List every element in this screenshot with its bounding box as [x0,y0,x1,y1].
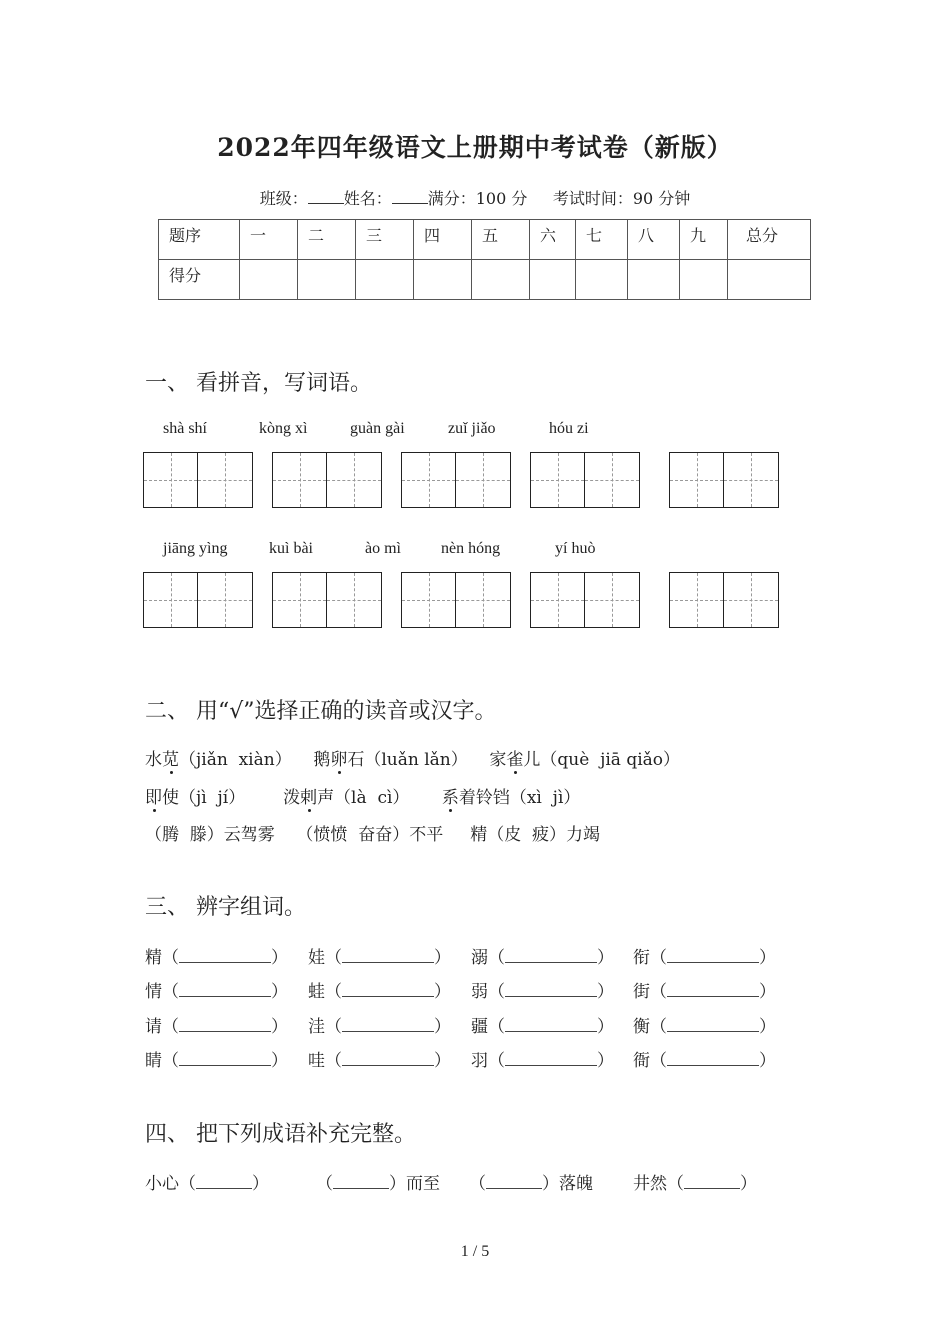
choice[interactable]: 声（là cì） [317,788,410,808]
table-cell: 六 [530,220,576,260]
word-blank[interactable]: 蛙（ ） [308,982,451,1002]
score-cell[interactable] [472,260,530,300]
word-blank[interactable]: 衔（ ） [633,948,776,968]
pinyin-label: kuì bài [269,540,313,557]
score-cell[interactable] [728,260,811,300]
table-cell: 八 [628,220,680,260]
exam-time: 考试时间：90 分钟 [552,189,691,208]
table-cell: 四 [414,220,472,260]
writing-grid[interactable] [669,572,779,628]
score-cell[interactable] [356,260,414,300]
writing-grid[interactable] [669,452,779,508]
choice[interactable]: 石（luǎn lǎn） [347,750,468,770]
table-cell: 五 [472,220,530,260]
dotted-char: 系 [442,783,459,808]
word-blank[interactable]: 街（ ） [633,982,776,1002]
dotted-char: 雀 [506,745,523,770]
word-blank[interactable]: 情（ ） [145,982,288,1002]
dotted-char: 苋 [162,745,179,770]
idiom-blank[interactable]: （ ）落魄 [469,1174,593,1194]
choice[interactable]: （jiǎn xiàn） [179,750,292,770]
page-title: 2022年四年级语文上册期中考试卷（新版） [217,133,733,162]
name-label: 姓名： [343,189,392,208]
word-blank[interactable]: 衙（ ） [633,1051,776,1071]
word-blank[interactable]: 弱（ ） [471,982,614,1002]
writing-grid[interactable] [401,452,511,508]
full-score: 满分：100 分 [427,189,528,208]
pinyin-label: kòng xì [259,420,308,437]
score-table-header-row [159,220,811,260]
pinyin-label: hóu zi [549,420,589,437]
dotted-char: 剌 [300,783,317,808]
text: 泼 [283,788,301,808]
writing-grid[interactable] [143,452,253,508]
choice[interactable]: 着铃铛（xì jì） [458,788,581,808]
word-blank[interactable]: 请（ ） [145,1017,288,1037]
word-blank[interactable]: 精（ ） [145,948,288,968]
pinyin-label: ào mì [365,540,401,557]
score-cell[interactable] [298,260,356,300]
table-cell: 三 [356,220,414,260]
score-cell[interactable] [680,260,728,300]
word-blank[interactable]: 羽（ ） [471,1051,614,1071]
pinyin-label: shà shí [163,420,207,437]
pinyin-label: guàn gài [350,420,405,437]
writing-grid[interactable] [530,572,640,628]
section-2-title: 二、 用“√”选择正确的读音或汉字。 [145,699,497,724]
idiom-blank[interactable]: 小心（ ） [145,1174,269,1194]
page-number: 1 / 5 [460,1243,490,1260]
question-line [145,783,580,808]
table-cell: 总分 [728,220,811,260]
exam-meta [0,186,950,209]
section-1-title: 一、 看拼音，写词语。 [145,371,372,396]
dotted-char: 即 [145,783,162,808]
writing-grid[interactable] [530,452,640,508]
text: 家 [489,750,507,770]
class-label: 班级： [259,189,308,208]
word-blank[interactable]: 睛（ ） [145,1051,288,1071]
text: 水 [145,750,162,770]
word-blank[interactable]: 娃（ ） [308,948,451,968]
score-cell[interactable] [628,260,680,300]
question-line [145,745,680,770]
word-blank[interactable]: 衡（ ） [633,1017,776,1037]
dotted-char: 卵 [330,745,347,770]
section-3-title: 三、 辨字组词。 [145,895,306,920]
choice[interactable]: 儿（què jiā qiǎo） [523,750,681,770]
class-blank[interactable] [308,189,344,204]
table-cell: 得分 [159,260,240,300]
idiom-blank[interactable]: （ ）而至 [316,1174,440,1194]
section-4-title: 四、 把下列成语补充完整。 [145,1122,416,1147]
table-cell: 题序 [159,220,240,260]
score-cell[interactable] [576,260,628,300]
score-cell[interactable] [240,260,298,300]
score-table-score-row [159,260,811,300]
score-table [158,219,811,300]
table-cell: 一 [240,220,298,260]
table-cell: 七 [576,220,628,260]
score-cell[interactable] [530,260,576,300]
writing-grid[interactable] [272,572,382,628]
writing-grid[interactable] [272,452,382,508]
word-blank[interactable]: 洼（ ） [308,1017,451,1037]
choice[interactable]: 使（jì jí） [162,788,246,808]
pinyin-label: jiāng yìng [163,540,228,557]
word-blank[interactable]: 哇（ ） [308,1051,451,1071]
name-blank[interactable] [392,189,428,204]
table-cell: 二 [298,220,356,260]
writing-grid[interactable] [401,572,511,628]
question-line[interactable]: （腾 滕）云驾雾 （愤愤 奋奋）不平 精（皮 疲）力竭 [145,825,601,845]
text: 鹅 [313,750,331,770]
pinyin-label: zuǐ jiǎo [448,420,496,437]
score-cell[interactable] [414,260,472,300]
idiom-blank[interactable]: 井然（ ） [633,1174,757,1194]
pinyin-label: nèn hóng [441,540,501,557]
table-cell: 九 [680,220,728,260]
writing-grid[interactable] [143,572,253,628]
word-blank[interactable]: 溺（ ） [471,948,614,968]
pinyin-label: yí huò [555,540,596,557]
word-blank[interactable]: 疆（ ） [471,1017,614,1037]
